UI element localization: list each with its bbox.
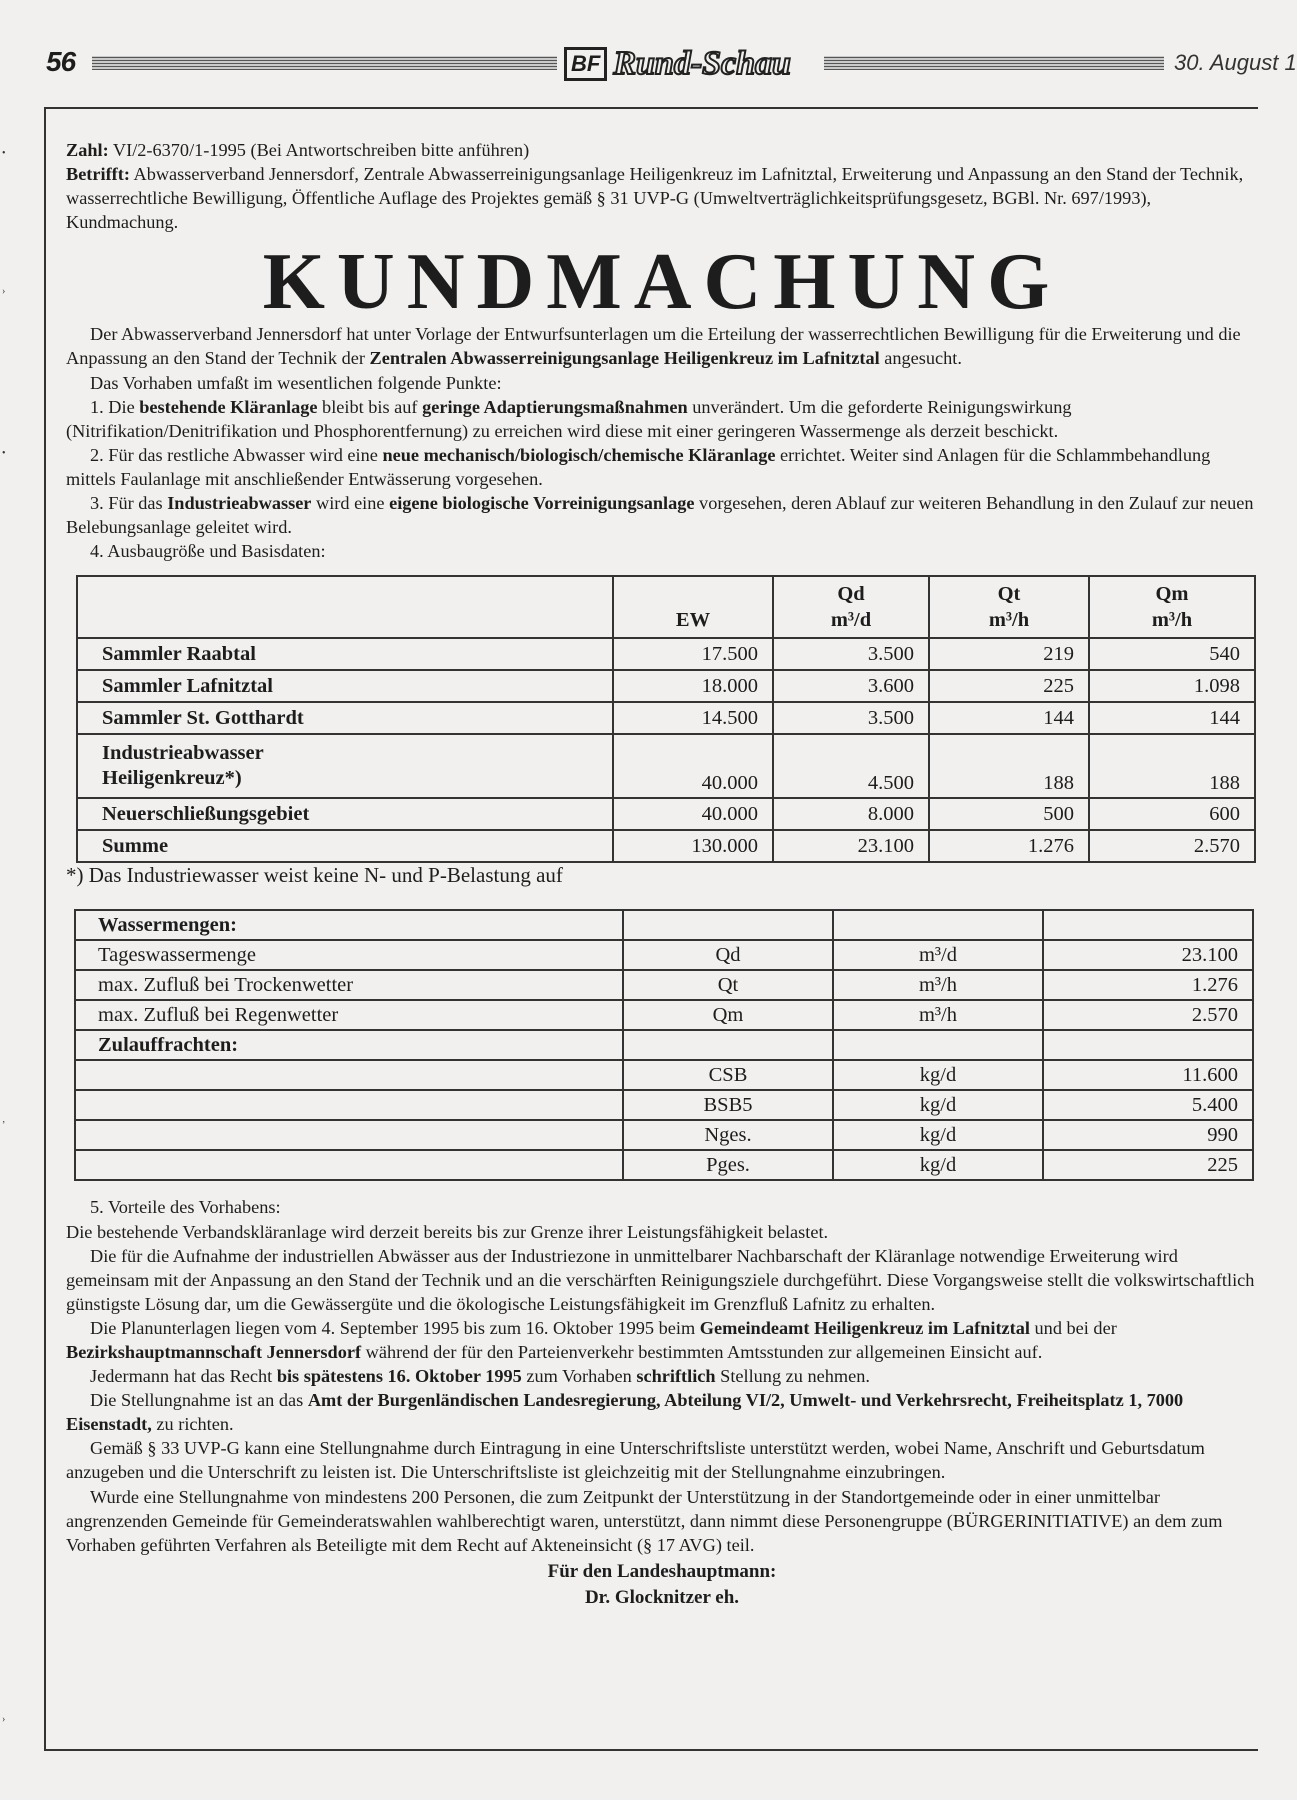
announcement-content <box>66 138 1258 1611</box>
table-row: max. Zufluß bei Trockenwetter Qt m³/h 1.276 <box>75 970 1253 1000</box>
newspaper-logo <box>564 44 791 84</box>
point-4: 4. Ausbaugröße und Basisdaten: <box>90 541 326 562</box>
loads-table <box>74 909 1254 1181</box>
closing-section <box>66 1195 1258 1610</box>
body-paragraph: Wurde eine Stellungnahme von mindestens 200 Personen, die zum Zeitpunkt der Unterstützung in der Standortgemeinde oder in einer unmittelbar angrenzenden Gemeinde für Gemeinderatswahlen wahlberechtigt waren, unterstützt, dann nimmt diese Personengruppe (BÜRGERINITIATIVE) an dem zum Vorhaben geführten Verfahren als Beteiligte mit dem Recht auf Akteneinsicht (§ 17 AVG) teil. <box>66 1486 1223 1555</box>
table-row: Nges. kg/d 990 <box>75 1120 1253 1150</box>
logo-text: Rund-Schau <box>613 45 791 82</box>
signature-block <box>66 1559 1258 1611</box>
capacity-table <box>76 575 1256 863</box>
body-paragraph: Gemäß § 33 UVP-G kann eine Stellungnahme durch Eintragung in eine Unterschriftsliste unterstützt werden, wobei Name, Anschrift und Geburtsdatum anzugeben und die Unterschrift zu leisten ist. Die Unterschriftsliste ist gleichzeitig mit der Stellungnahme einzubringen. <box>66 1438 1205 1483</box>
document-title: KUNDMACHUNG <box>262 238 1062 327</box>
logo-mark: BF <box>564 47 607 81</box>
zahl-line: Zahl: VI/2-6370/1-1995 (Bei Antwortschreiben bitte anführen) <box>66 140 530 160</box>
table-header-row <box>77 576 1255 638</box>
betrifft-line: Betrifft: Abwasserverband Jennersdorf, Zentrale Abwasserreinigungsanlage Heiligenkreuz im Lafnitztal, Erweiterung und Anpassung an den Stand der Technik, wasserrechtliche Bewilligung, Öffentliche Auflage des Projektes gemäß § 31 UVP-G (Umweltverträglichkeitsprüfungsgesetz, BGBl. Nr. 697/1993), Kundmachung. <box>66 164 1244 233</box>
margin-mark: • <box>2 148 6 159</box>
point-2: 2. Für das restliche Abwasser wird eine neue mechanisch/biologisch/chemische Kläranlage errichtet. Weiter sind Anlagen für die Schlammbehandlung mittels Faulanlage mit anschließender Entwässerung vorgesehen. <box>66 444 1211 489</box>
body-paragraph: Die Stellungnahme ist an das Amt der Burgenländischen Landesregierung, Abteilung VI/2, Umwelt- und Verkehrsrecht, Freiheitsplatz 1, 7000 Eisenstadt, zu richten. <box>66 1390 1184 1435</box>
column-header: Qd m³/d <box>773 576 929 638</box>
table-row: Tageswassermenge Qd m³/d 23.100 <box>75 940 1253 970</box>
margin-mark: › <box>2 286 6 297</box>
point-3: 3. Für das Industrieabwasser wird eine eigene biologische Vorreinigungsanlage vorgesehen, deren Ablauf zur weiteren Behandlung in den Zulauf zur neuen Belebungsanlage geleitet wird. <box>66 493 1254 538</box>
margin-mark: › <box>2 1714 6 1725</box>
signature-name: Dr. Glocknitzer eh. <box>584 1586 740 1608</box>
margin-mark: ’ <box>2 1120 6 1131</box>
body-paragraph: Der Abwasserverband Jennersdorf hat unter Vorlage der Entwurfsunterlagen um die Erteilung der wasserrechtlichen Bewilligung für die Erweiterung und die Anpassung an den Stand der Technik der Zentralen Abwasserreinigungsanlage Heiligenkreuz im Lafnitztal angesucht. <box>66 324 1241 369</box>
column-header: Qt m³/h <box>929 576 1089 638</box>
body-paragraph: Die bestehende Verbandskläranlage wird derzeit bereits bis zur Grenze ihrer Leistungsfähigkeit belastet. <box>66 1221 829 1242</box>
table-footnote: *) Das Industriewasser weist keine N- und P-Belastung auf <box>66 863 563 888</box>
body-paragraph: Die Planunterlagen liegen vom 4. September 1995 bis zum 16. Oktober 1995 beim Gemeindeamt Heiligenkreuz im Lafnitztal und bei der Bezirkshauptmannschaft Jennersdorf während der für den Parteienverkehr bestimmten Amtsstunden zur allgemeinen Einsicht auf. <box>66 1317 1117 1362</box>
body-paragraph: Das Vorhaben umfaßt im wesentlichen folgende Punkte: <box>90 372 502 393</box>
table-row: Neuerschließungsgebiet 40.000 8.000 500 600 <box>77 798 1255 830</box>
header-rule-left <box>92 56 557 70</box>
signature-line: Für den Landeshauptmann: <box>547 1560 777 1582</box>
section-row: Zulauffrachten: <box>75 1030 1253 1060</box>
page-number: 56 <box>46 46 76 77</box>
table-row: Pges. kg/d 225 <box>75 1150 1253 1180</box>
body-paragraph: Jedermann hat das Recht bis spätestens 16. Oktober 1995 zum Vorhaben schriftlich Stellung zu nehmen. <box>90 1366 870 1387</box>
column-header: Qm m³/h <box>1089 576 1255 638</box>
header-rule-right <box>824 56 1164 70</box>
table-row: Sammler St. Gotthardt 14.500 3.500 144 144 <box>77 702 1255 734</box>
table-row: max. Zufluß bei Regenwetter Qm m³/h 2.570 <box>75 1000 1253 1030</box>
section-row: Wassermengen: <box>75 910 1253 940</box>
point-1: 1. Die bestehende Kläranlage bleibt bis auf geringe Adaptierungsmaßnahmen unverändert. Um die geforderte Reinigungswirkung (Nitrifikation/Denitrifikation und Phosphorentfernung) zu erreichen wird diese mit einer geringeren Wassermenge als derzeit beschickt. <box>66 396 1072 441</box>
table-row: Industrieabwasser Heiligenkreuz*) 40.000 4.500 188 188 <box>77 734 1255 798</box>
body-paragraph: 5. Vorteile des Vorhabens: <box>90 1197 281 1218</box>
table-row: Sammler Raabtal 17.500 3.500 219 540 <box>77 638 1255 670</box>
table-row: CSB kg/d 11.600 <box>75 1060 1253 1090</box>
table-row: BSB5 kg/d 5.400 <box>75 1090 1253 1120</box>
issue-date: 30. August 1 <box>1174 50 1297 75</box>
column-header: EW <box>613 576 773 638</box>
table-row: Summe 130.000 23.100 1.276 2.570 <box>77 830 1255 862</box>
body-paragraph: Die für die Aufnahme der industriellen Abwässer aus der Industriezone in unmittelbarer Nachbarschaft der Kläranlage notwendige Erweiterung wird gemeinsam mit der Anpassung an den Stand der Technik und an die verschärften Reinigungsziele durchgeführt. Diese Vorgangsweise stellt die volkswirtschaftlich günstigste Lösung dar, um die Gewässergüte und die ökologische Leistungsfähigkeit im Grenzfluß Lafnitz zu erhalten. <box>66 1245 1255 1314</box>
page-header <box>44 44 1297 84</box>
margin-mark: • <box>2 448 6 459</box>
table-row: Sammler Lafnitztal 18.000 3.600 225 1.098 <box>77 670 1255 702</box>
